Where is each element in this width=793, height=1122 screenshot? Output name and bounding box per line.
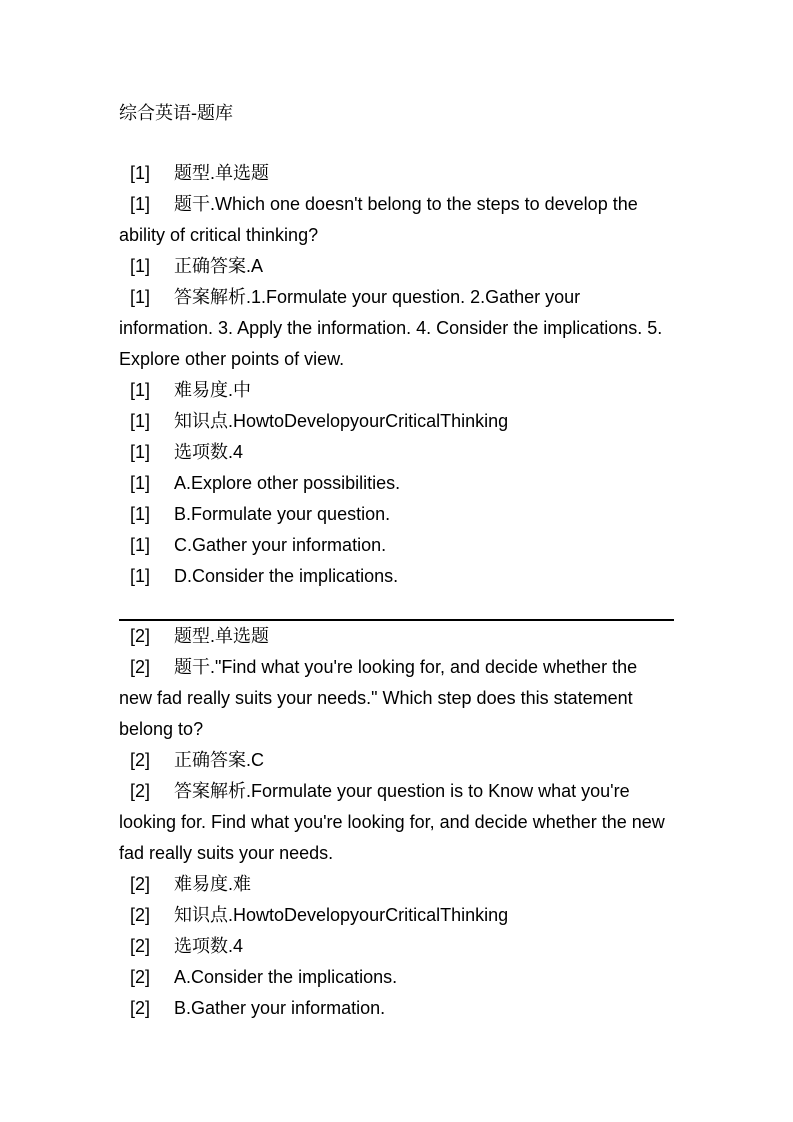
question-number-tag: [2] (130, 967, 151, 987)
question-stem (119, 189, 669, 251)
question-difficulty (119, 869, 679, 900)
question-knowledge-point (119, 900, 679, 931)
question-explanation (119, 776, 669, 869)
question-difficulty (119, 375, 679, 406)
question-option-text: D.Consider the implications. (174, 566, 399, 586)
question-difficulty-text: 难易度.难 (174, 874, 252, 894)
question-option (119, 468, 679, 499)
question-option (119, 962, 679, 993)
question-number-tag: [1] (130, 256, 151, 276)
question-explanation-text: 答案解析.Formulate your question is to Know what you're looking for. Find what you're looking for, and decide whether the new fad really suits your needs. (119, 781, 665, 863)
question-number-tag: [1] (130, 287, 151, 307)
question-option-text: B.Gather your information. (174, 998, 386, 1018)
question-knowledge-point (119, 406, 679, 437)
question-stem (119, 652, 669, 745)
question-number-tag: [1] (130, 535, 151, 555)
question-knowledge-text: 知识点.HowtoDevelopyourCriticalThinking (174, 411, 509, 431)
question-answer-text: 正确答案.A (174, 256, 264, 276)
question-number-tag: [1] (130, 194, 151, 214)
question-type (119, 158, 679, 189)
question-option-text: B.Formulate your question. (174, 504, 391, 524)
question-option-count (119, 437, 679, 468)
question-number-tag: [1] (130, 566, 151, 586)
question-number-tag: [2] (130, 936, 151, 956)
question-number-tag: [1] (130, 411, 151, 431)
question-explanation-text: 答案解析.1.Formulate your question. 2.Gather your information. 3. Apply the information. 4. Consider the implications. 5. Explore other points of view. (119, 287, 663, 369)
document-title: 综合英语-题库 (119, 103, 233, 123)
question-number-tag: [2] (130, 750, 151, 770)
question-number-tag: [1] (130, 504, 151, 524)
question-option-count-text: 选项数.4 (174, 936, 244, 956)
question-option-text: C.Gather your information. (174, 535, 387, 555)
question-option (119, 993, 679, 1024)
question-type (119, 621, 679, 652)
question-number-tag: [2] (130, 781, 151, 801)
question-number-tag: [1] (130, 380, 151, 400)
question-explanation (119, 282, 669, 375)
question-option-text: A.Explore other possibilities. (174, 473, 401, 493)
question-block-1 (119, 158, 679, 592)
question-type-text: 题型.单选题 (174, 626, 270, 646)
question-number-tag: [1] (130, 163, 151, 183)
question-stem-text: 题干."Find what you're looking for, and decide whether the new fad really suits your needs." Which step does this statement belong to? (119, 657, 638, 739)
question-number-tag: [1] (130, 473, 151, 493)
question-number-tag: [2] (130, 874, 151, 894)
question-number-tag: [2] (130, 657, 151, 677)
question-type-text: 题型.单选题 (174, 163, 270, 183)
question-number-tag: [2] (130, 998, 151, 1018)
question-number-tag: [2] (130, 905, 151, 925)
question-option-text: A.Consider the implications. (174, 967, 398, 987)
question-number-tag: [2] (130, 626, 151, 646)
question-option-count-text: 选项数.4 (174, 442, 244, 462)
question-option (119, 499, 679, 530)
question-answer-text: 正确答案.C (174, 750, 264, 770)
question-answer (119, 251, 679, 282)
question-stem-text: 题干.Which one doesn't belong to the steps to develop the ability of critical thinking? (119, 194, 638, 245)
question-answer (119, 745, 679, 776)
question-knowledge-text: 知识点.HowtoDevelopyourCriticalThinking (174, 905, 509, 925)
question-number-tag: [1] (130, 442, 151, 462)
question-difficulty-text: 难易度.中 (174, 380, 252, 400)
question-option (119, 561, 679, 592)
question-block-2 (119, 621, 679, 1024)
question-option-count (119, 931, 679, 962)
question-option (119, 530, 679, 561)
